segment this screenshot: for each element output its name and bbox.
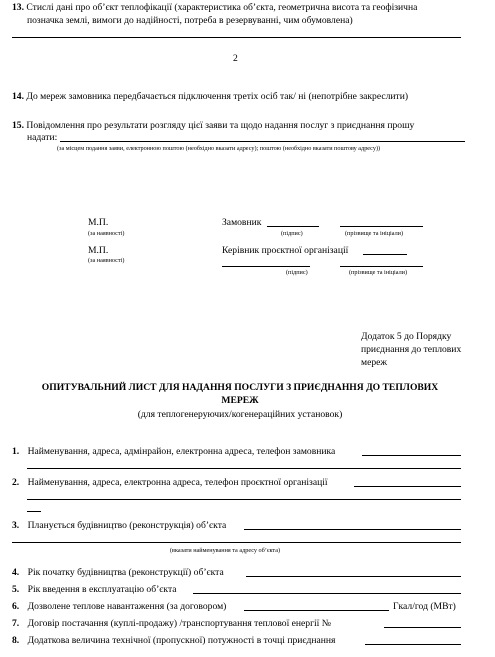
q-item-6-number: 6. (12, 601, 20, 612)
q-item-8-field[interactable] (365, 644, 461, 645)
appendix-line-3: мереж (361, 357, 388, 368)
q-item-6-field[interactable] (244, 610, 389, 611)
q-item-1-inline-field[interactable] (362, 455, 461, 456)
q-item-8-label: Додаткова величина технічної (пропускної) потужності в точці приєднання (27, 635, 336, 646)
designer-signature-line[interactable] (222, 266, 310, 267)
q-item-2-label: Найменування, адреса, електронна адреса, телефон проєктної організації (27, 477, 328, 488)
q-item-2-number: 2. (12, 477, 20, 488)
q-item-4 (12, 567, 224, 579)
q-item-2-answer-line-2[interactable] (27, 511, 41, 512)
designer-name-note: (прізвище та ініціали) (349, 269, 408, 276)
item-15-note: (за місцем подання заяви, електронною поштою (необхідно вказати адресу); поштою (необхідно вказати поштову адресу)) (57, 145, 381, 152)
q-item-4-number: 4. (12, 567, 20, 578)
stamp-label-2: М.П. (88, 245, 109, 256)
q-item-1-answer-line[interactable] (27, 468, 461, 469)
q-item-7-field[interactable] (384, 627, 461, 628)
appendix-line-1: Додаток 5 до Порядку (361, 331, 452, 342)
item-15-number: 15. (12, 120, 24, 131)
q-item-1-label: Найменування, адреса, адмінрайон, електронна адреса, телефон замовника (27, 446, 336, 457)
stamp-label-1: М.П. (88, 217, 109, 228)
item-14 (12, 91, 408, 103)
item-13-line-2: позначка землі, вимоги до надійності, потреба в резервуванні, чим обумовлена) (27, 15, 353, 26)
q-item-7-label: Договір постачання (куплі-продажу) /транспортування теплової енергії № (27, 618, 331, 629)
customer-signature-note: (підпис) (281, 230, 303, 237)
q-item-3 (12, 520, 226, 532)
q-item-3-label: Планується будівництво (реконструкція) об’єкта (27, 520, 227, 531)
q-item-3-note: (вказати найменування та адресу об’єкта) (170, 547, 281, 554)
q-item-5 (12, 584, 177, 596)
item-13-line-1 (12, 2, 417, 14)
q-item-1-number: 1. (12, 446, 20, 457)
q-item-2 (12, 477, 328, 489)
q-item-7 (12, 618, 331, 630)
item-13-answer-line[interactable] (12, 37, 461, 38)
designer-signature-inline-line[interactable] (363, 254, 407, 255)
customer-signature-line[interactable] (267, 226, 319, 227)
customer-name-line[interactable] (340, 226, 423, 227)
q-item-7-number: 7. (12, 618, 20, 629)
item-13-text: Стислі дані про об’єкт теплофікації (характеристика об’єкта, геометрична висота та геофізична (26, 2, 418, 13)
q-item-5-label: Рік введення в експлуатацію об’єкта (27, 584, 177, 595)
designer-signature-note: (підпис) (286, 269, 308, 276)
q-item-4-field[interactable] (246, 576, 461, 577)
customer-label: Замовник (222, 217, 262, 228)
q-item-3-inline-field[interactable] (244, 529, 461, 530)
item-15-line-2: надати: (27, 132, 58, 143)
item-14-text: До мереж замовника передбачається підключення третіх осіб так/ ні (непотрібне закреслити) (26, 91, 409, 102)
item-13-number: 13. (12, 2, 24, 13)
q-item-2-inline-field[interactable] (354, 486, 461, 487)
questionnaire-subtitle: (для теплогенеруючих/когенераційних установок) (137, 409, 343, 420)
q-item-1 (12, 446, 335, 458)
questionnaire-title-line-1: ОПИТУВАЛЬНИЙ ЛИСТ ДЛЯ НАДАННЯ ПОСЛУГИ З ПРИЄДНАННЯ ДО ТЕПЛОВИХ (41, 382, 439, 393)
appendix-line-2: приєднання до теплових (361, 344, 462, 355)
item-15-answer-line[interactable] (60, 141, 465, 142)
page-number: 2 (233, 53, 238, 64)
q-item-2-answer-line[interactable] (27, 499, 461, 500)
q-item-5-number: 5. (12, 584, 20, 595)
stamp-note-2: (за наявності) (88, 257, 125, 264)
designer-name-line[interactable] (340, 266, 423, 267)
q-item-8 (12, 635, 335, 647)
item-14-number: 14. (12, 91, 24, 102)
q-item-8-number: 8. (12, 635, 20, 646)
item-15-text: Повідомлення про результати розгляду цієї заяви та щодо надання послуг з приєднання прошу (26, 120, 415, 131)
q-item-6 (12, 601, 226, 613)
customer-name-note: (прізвище та ініціали) (345, 230, 404, 237)
questionnaire-title-line-2: МЕРЕЖ (221, 395, 259, 406)
q-item-3-answer-line[interactable] (12, 542, 461, 543)
item-15-line-1 (12, 120, 414, 132)
q-item-6-unit: Гкал/год (МВт) (393, 601, 456, 612)
q-item-3-number: 3. (12, 520, 20, 531)
stamp-note-1: (за наявності) (88, 230, 125, 237)
q-item-6-label: Дозволене теплове навантаження (за договором) (27, 601, 227, 612)
q-item-5-field[interactable] (193, 593, 461, 594)
designer-label: Керівник проєктної організації (222, 245, 349, 256)
q-item-4-label: Рік початку будівництва (реконструкції) об’єкта (27, 567, 224, 578)
